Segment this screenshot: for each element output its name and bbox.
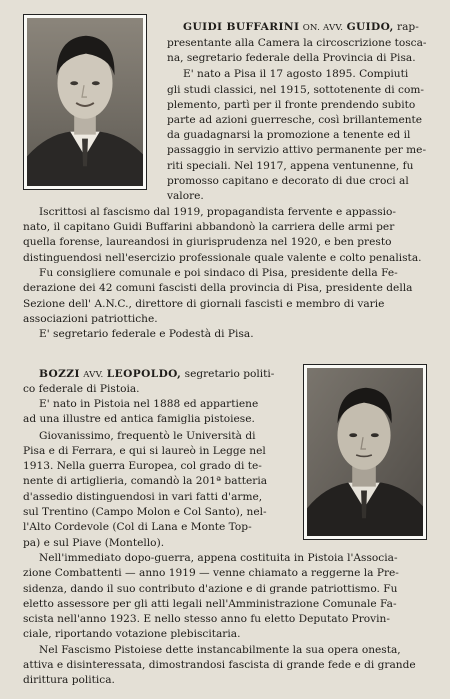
text-line: valore. [167,190,204,202]
entry-2-title: AVV. [83,370,104,380]
portrait-drawing [307,368,423,536]
text-line: ciale, riportando votazione plebiscitaria. [23,628,241,640]
text-line: promosso capitano e decorato di due croci al [167,175,409,187]
text-line: Nel Fascismo Pistoiese dette instancabilmente la sua opera onesta, [39,644,401,656]
text-line: co federale di Pistoia. [23,383,140,395]
entry-2-header-rest: segretario politi- [181,368,275,380]
portrait-photo-guidi-buffarini [23,14,147,190]
entry-1-header-rest: rap- [393,21,419,33]
entry-1-title: ON. AVV. [302,23,344,33]
text-line: l'Alto Cordevole (Col di Lana e Monte Top- [23,521,252,533]
text-line: distinguendosi nell'esercizio professionale quale valente e colto penalista. [23,252,422,264]
portrait-image [27,18,143,186]
entry-2-surname: BOZZI [39,368,80,380]
text-line: d'assedio distinguendosi in vari fatti d'arme, [23,491,263,503]
text-line: dirittura politica. [23,674,115,686]
text-line: passaggio in servizio attivo permanente per me- [167,144,427,156]
portrait-photo-bozzi [303,364,427,540]
entry-1-header [183,20,419,35]
text-line: Giovanissimo, frequentò le Università di [39,430,256,442]
text-line: Fu consigliere comunale e poi sindaco di Pisa, presidente della Fe- [39,267,398,279]
text-line: da guadagnarsi la promozione a tenente ed il [167,129,411,141]
text-line: associazioni patriottiche. [23,313,158,325]
portrait-drawing [27,18,143,186]
text-line: 1913. Nella guerra Europea, col grado di te- [23,460,262,472]
entry-2-header [39,367,274,382]
text-line: E' nato a Pisa il 17 agosto 1895. Compiuti [183,68,409,80]
text-line: Iscrittosi al fascismo dal 1919, propagandista fervente e appassio- [39,206,396,218]
text-line: sidenza, dando il suo contributo d'azione e di grande patriottismo. Fu [23,583,398,595]
portrait-image [307,368,423,536]
text-line: pa) e sul Piave (Montello). [23,537,165,549]
entry-2-given-name: LEOPOLDO, [106,368,182,380]
text-line: derazione dei 42 comuni fascisti della provincia di Pisa, presidente della [23,282,413,294]
text-line: E' segretario federale e Podestà di Pisa. [39,328,254,340]
text-line: riti speciali. Nel 1917, appena ventunenne, fu [167,160,414,172]
entry-1-given-name: GUIDO, [346,21,394,33]
text-line: E' nato in Pistoia nel 1888 ed appartiene [39,398,259,410]
text-line: quella forense, laureandosi in giurisprudenza nel 1920, e ben presto [23,236,392,248]
text-line: na, segretario federale della Provincia di Pisa. [167,52,416,64]
text-line: sul Trentino (Campo Molon e Col Santo), nel- [23,506,267,518]
text-line: Sezione dell' A.N.C., direttore di giornali fascisti e membro di varie [23,298,385,310]
text-line: attiva e disinteressata, dimostrandosi fascista di grande fede e di grande [23,659,416,671]
text-line: Pisa e di Ferrara, e qui si laureò in Legge nel [23,445,266,457]
text-line: Nell'immediato dopo-guerra, appena costituita in Pistoia l'Associa- [39,552,398,564]
text-line: zione Combattenti — anno 1919 — venne chiamato a reggerne la Pre- [23,567,399,579]
text-line: nato, il capitano Guidi Buffarini abbandonò la carriera delle armi per [23,221,395,233]
text-line: eletto assessore per gli atti legali nell'Amministrazione Comunale Fa- [23,598,397,610]
text-line: presentante alla Camera la circoscrizione tosca- [167,37,427,49]
text-line: scista nell'anno 1923. E nello stesso anno fu eletto Deputato Provin- [23,613,390,625]
text-line: plemento, partì per il fronte prendendo subito [167,99,416,111]
text-line: nente di artiglieria, comandò la 201ª batteria [23,475,268,487]
text-line: gli studi classici, nel 1915, sottotenente di com- [167,84,424,96]
text-line: parte ad azioni guerresche, così brillantemente [167,114,423,126]
entry-1-surname: GUIDI BUFFARINI [183,21,300,33]
text-line: ad una illustre ed antica famiglia pistoiese. [23,413,255,425]
